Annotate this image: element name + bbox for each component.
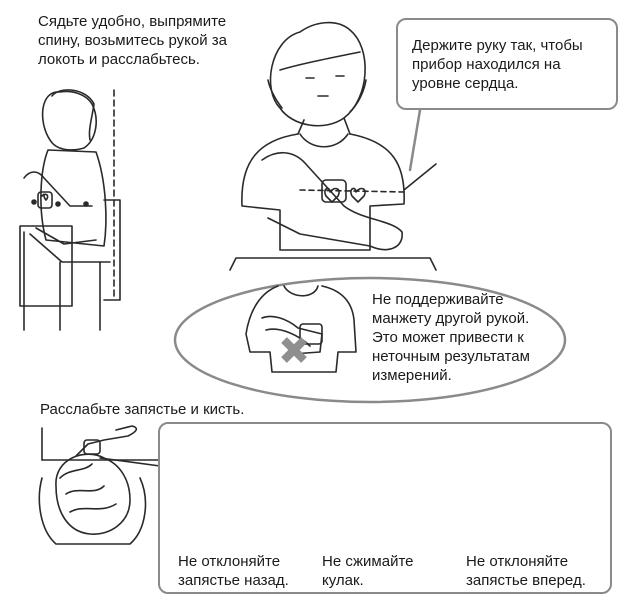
wrong-position-label-forward: Не отклоняйте запястье вперед. [466,553,586,589]
wrong-position-label-back: Не отклоняйте запястье назад. [178,553,289,589]
seated-person-illustration [20,90,120,330]
top-view-person-illustration [39,426,160,544]
instruction-no-support: Не поддерживайте манжету другой рукой. Это может привести к неточным результатам измерений. [372,291,530,384]
instruction-heart-level: Держите руку так, чтобы прибор находился на уровне сердца. [412,37,583,92]
wrong-position-label-fist: Не сжимайте кулак. [322,553,414,589]
instruction-sit-upright: Сядьте удобно, выпрямите спину, возьмитесь рукой за локоть и расслабьтесь. [38,13,228,68]
instruction-relax-wrist: Расслабьте запястье и кисть. [40,401,245,418]
